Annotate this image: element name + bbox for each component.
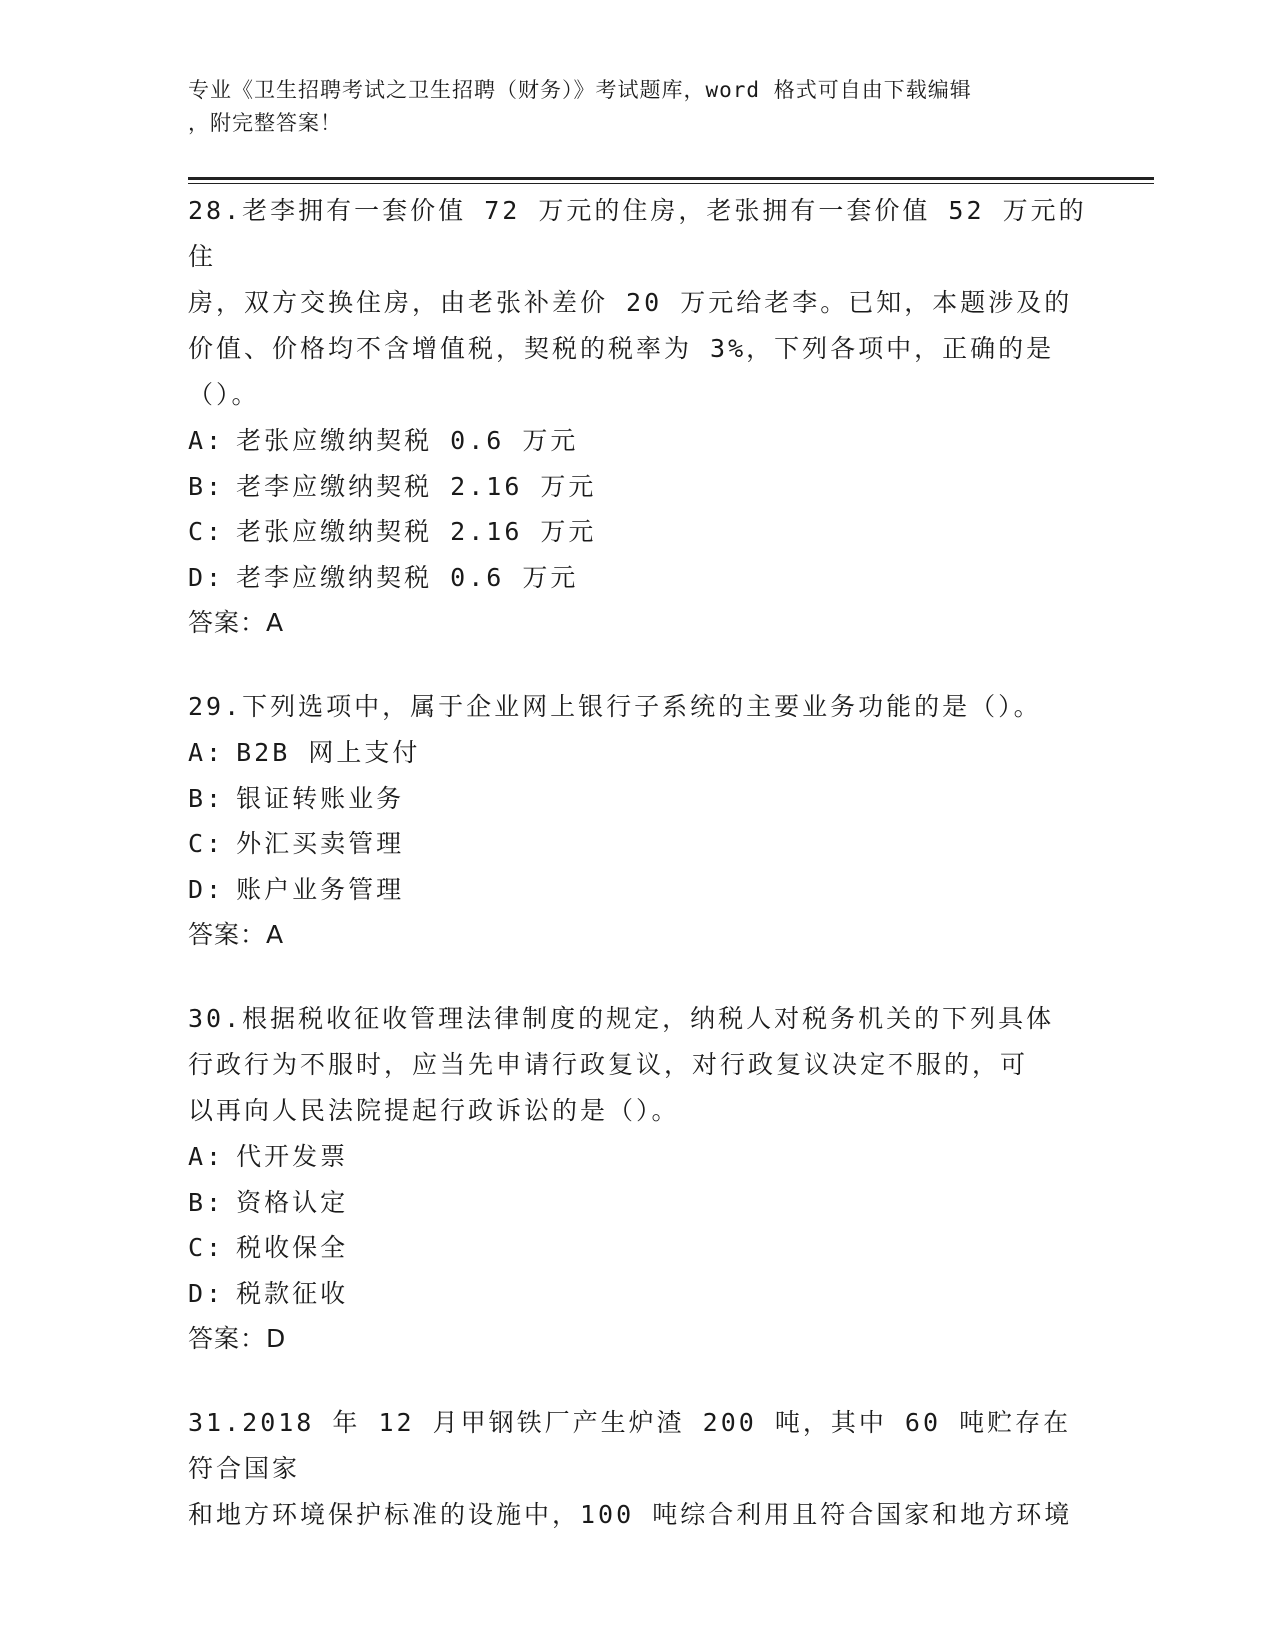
option-text: B2B 网上支付 <box>236 738 421 767</box>
option-text: 老李应缴纳契税 2.16 万元 <box>236 471 597 501</box>
option-gap <box>224 1225 236 1271</box>
option-text: 老张应缴纳契税 0.6 万元 <box>236 426 579 455</box>
option-gap <box>224 418 236 464</box>
answer-option <box>188 821 1088 867</box>
question-stem-line: 30.根据税收征收管理法律制度的规定，纳税人对税务机关的下列具体 <box>188 1004 1055 1033</box>
option-letter: C: <box>188 829 225 858</box>
answer-option <box>188 867 1088 913</box>
question-stem-line: 28.老李拥有一套价值 72 万元的住房，老张拥有一套价值 52 万元的住 <box>188 196 1087 271</box>
question-block <box>188 188 1088 646</box>
question-stem-line: 29.下列选项中，属于企业网上银行子系统的主要业务功能的是（）。 <box>188 692 1042 721</box>
answer-option <box>188 464 1088 510</box>
document-header <box>188 74 1088 140</box>
header-line-1: 专业《卫生招聘考试之卫生招聘（财务）》考试题库，word 格式可自由下载编辑 <box>188 78 972 102</box>
option-text: 资格认定 <box>236 1187 349 1217</box>
question-stem-line: 价值、价格均不含增值税，契税的税率为 3%，下列各项中，正确的是 <box>188 334 1055 363</box>
option-text: 账户业务管理 <box>236 874 405 904</box>
option-letter: A: <box>188 426 225 455</box>
option-letter: B: <box>188 783 225 813</box>
question-stem-line: 以再向人民法院提起行政诉讼的是（）。 <box>188 1096 680 1125</box>
option-letter: A: <box>188 738 225 767</box>
answer-option <box>188 1271 1088 1317</box>
answer-option <box>188 776 1088 822</box>
question-block <box>188 996 1088 1362</box>
answer-option <box>188 509 1088 555</box>
option-gap <box>224 1134 236 1180</box>
option-letter: B: <box>188 1187 225 1217</box>
answer-key: 答案：A <box>188 608 285 637</box>
option-gap <box>224 1180 236 1226</box>
answer-option <box>188 1134 1088 1180</box>
header-rule-thick <box>188 177 1154 180</box>
answer-option <box>188 418 1088 464</box>
option-text: 老李应缴纳契税 0.6 万元 <box>236 562 579 592</box>
option-letter: B: <box>188 471 225 501</box>
option-gap <box>224 821 236 867</box>
answer-option <box>188 1225 1088 1271</box>
option-gap <box>224 730 236 776</box>
question-list <box>188 188 1088 1576</box>
option-letter: A: <box>188 1142 225 1171</box>
question-block <box>188 684 1088 958</box>
option-text: 代开发票 <box>236 1142 349 1171</box>
question-block <box>188 1400 1088 1538</box>
header-line-2: ，附完整答案！ <box>188 111 342 135</box>
answer-option <box>188 730 1088 776</box>
option-text: 老张应缴纳契税 2.16 万元 <box>236 517 597 546</box>
question-stem-line: 31.2018 年 12 月甲钢铁厂产生炉渣 200 吨，其中 60 吨贮存在符合国家 <box>188 1408 1072 1483</box>
option-gap <box>224 867 236 913</box>
question-stem-line: 和地方环境保护标准的设施中，100 吨综合利用且符合国家和地方环境 <box>188 1500 1073 1529</box>
option-letter: C: <box>188 517 225 546</box>
option-text: 税款征收 <box>236 1278 349 1308</box>
question-stem-line: 房，双方交换住房，由老张补差价 20 万元给老李。已知，本题涉及的 <box>188 288 1073 317</box>
option-text: 外汇买卖管理 <box>236 829 405 858</box>
option-letter: D: <box>188 1278 225 1308</box>
option-gap <box>224 464 236 510</box>
option-gap <box>224 1271 236 1317</box>
option-text: 税收保全 <box>236 1233 349 1262</box>
option-text: 银证转账业务 <box>236 783 405 813</box>
option-gap <box>224 509 236 555</box>
answer-key: 答案：A <box>188 920 285 949</box>
answer-option <box>188 1180 1088 1226</box>
question-stem-line: （）。 <box>188 380 260 409</box>
header-rule-thin <box>188 183 1154 184</box>
option-letter: D: <box>188 874 225 904</box>
question-stem-line: 行政行为不服时，应当先申请行政复议，对行政复议决定不服的，可 <box>188 1050 1029 1079</box>
option-gap <box>224 776 236 822</box>
answer-key: 答案：D <box>188 1324 287 1353</box>
option-letter: D: <box>188 562 225 592</box>
option-letter: C: <box>188 1233 225 1262</box>
option-gap <box>224 555 236 601</box>
answer-option <box>188 555 1088 601</box>
